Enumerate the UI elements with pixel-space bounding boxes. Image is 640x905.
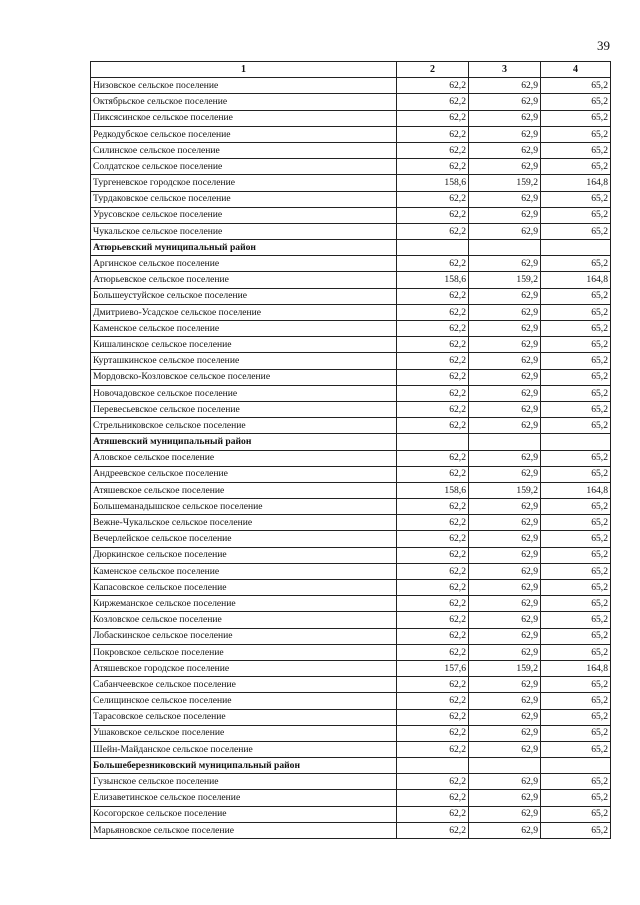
table-row <box>91 401 611 417</box>
value-col3-cell: 62,9 <box>469 790 541 806</box>
table-row <box>91 774 611 790</box>
settlement-name-cell: Каменское сельское поселение <box>91 563 397 579</box>
table-row <box>91 677 611 693</box>
value-col3-cell: 62,9 <box>469 304 541 320</box>
table-row <box>91 482 611 498</box>
value-col4-cell: 65,2 <box>541 78 611 94</box>
value-col3-cell <box>469 240 541 256</box>
table-row <box>91 142 611 158</box>
settlement-name-cell: Октябрьское сельское поселение <box>91 94 397 110</box>
table-row <box>91 531 611 547</box>
value-col4-cell: 65,2 <box>541 563 611 579</box>
table-row <box>91 78 611 94</box>
value-col3-cell: 62,9 <box>469 78 541 94</box>
value-col4-cell: 65,2 <box>541 207 611 223</box>
value-col2-cell: 62,2 <box>397 126 469 142</box>
table-row <box>91 256 611 272</box>
value-col4-cell: 65,2 <box>541 191 611 207</box>
value-col4-cell <box>541 434 611 450</box>
table-row <box>91 207 611 223</box>
value-col3-cell: 62,9 <box>469 806 541 822</box>
table-row <box>91 499 611 515</box>
value-col4-cell <box>541 240 611 256</box>
value-col4-cell <box>541 758 611 774</box>
value-col3-cell: 62,9 <box>469 628 541 644</box>
settlement-name-cell: Кишалинское сельское поселение <box>91 337 397 353</box>
column-header-2: 2 <box>397 62 469 78</box>
value-col2-cell: 62,2 <box>397 580 469 596</box>
value-col2-cell: 62,2 <box>397 385 469 401</box>
settlement-name-cell: Елизаветинское сельское поселение <box>91 790 397 806</box>
table-row <box>91 644 611 660</box>
value-col2-cell: 62,2 <box>397 774 469 790</box>
data-table <box>90 61 611 839</box>
settlement-name-cell: Силинское сельское поселение <box>91 142 397 158</box>
value-col4-cell: 65,2 <box>541 337 611 353</box>
value-col3-cell: 62,9 <box>469 644 541 660</box>
value-col2-cell: 62,2 <box>397 207 469 223</box>
value-col2-cell: 62,2 <box>397 531 469 547</box>
header-row <box>91 62 611 78</box>
value-col4-cell: 65,2 <box>541 256 611 272</box>
table-row <box>91 693 611 709</box>
value-col2-cell: 62,2 <box>397 499 469 515</box>
value-col2-cell: 62,2 <box>397 256 469 272</box>
table-row <box>91 159 611 175</box>
settlement-name-cell: Вечерлейское сельское поселение <box>91 531 397 547</box>
value-col4-cell: 65,2 <box>541 806 611 822</box>
value-col2-cell: 62,2 <box>397 401 469 417</box>
value-col3-cell: 62,9 <box>469 126 541 142</box>
value-col3-cell: 62,9 <box>469 369 541 385</box>
value-col3-cell: 62,9 <box>469 515 541 531</box>
value-col4-cell: 65,2 <box>541 142 611 158</box>
settlement-name-cell: Дмитриево-Усадское сельское поселение <box>91 304 397 320</box>
table-row <box>91 515 611 531</box>
value-col2-cell: 158,6 <box>397 175 469 191</box>
value-col4-cell: 65,2 <box>541 580 611 596</box>
settlement-name-cell: Шейн-Майданское сельское поселение <box>91 741 397 757</box>
table-row <box>91 628 611 644</box>
table-row <box>91 369 611 385</box>
settlement-name-cell: Стрельниковское сельское поселение <box>91 418 397 434</box>
value-col3-cell: 62,9 <box>469 725 541 741</box>
value-col4-cell: 65,2 <box>541 499 611 515</box>
table-row <box>91 660 611 676</box>
value-col2-cell: 62,2 <box>397 418 469 434</box>
value-col3-cell: 62,9 <box>469 142 541 158</box>
value-col3-cell: 62,9 <box>469 401 541 417</box>
value-col2-cell: 62,2 <box>397 709 469 725</box>
district-header-row <box>91 758 611 774</box>
value-col4-cell: 65,2 <box>541 693 611 709</box>
value-col4-cell: 65,2 <box>541 110 611 126</box>
settlement-name-cell: Селищинское сельское поселение <box>91 693 397 709</box>
settlement-name-cell: Урусовское сельское поселение <box>91 207 397 223</box>
value-col4-cell: 65,2 <box>541 547 611 563</box>
value-col4-cell: 65,2 <box>541 223 611 239</box>
value-col3-cell: 159,2 <box>469 660 541 676</box>
table-row <box>91 741 611 757</box>
value-col2-cell: 62,2 <box>397 321 469 337</box>
value-col4-cell: 164,8 <box>541 660 611 676</box>
table-row <box>91 450 611 466</box>
value-col2-cell: 62,2 <box>397 288 469 304</box>
value-col2-cell: 62,2 <box>397 78 469 94</box>
value-col4-cell: 65,2 <box>541 466 611 482</box>
value-col3-cell: 62,9 <box>469 385 541 401</box>
value-col4-cell: 164,8 <box>541 482 611 498</box>
table-row <box>91 191 611 207</box>
settlement-name-cell: Мордовско-Козловское сельское поселение <box>91 369 397 385</box>
value-col3-cell: 62,9 <box>469 547 541 563</box>
settlement-name-cell: Вежне-Чукальское сельское поселение <box>91 515 397 531</box>
value-col4-cell: 65,2 <box>541 321 611 337</box>
value-col2-cell: 62,2 <box>397 677 469 693</box>
settlement-name-cell: Атяшевское сельское поселение <box>91 482 397 498</box>
value-col2-cell: 62,2 <box>397 94 469 110</box>
value-col3-cell: 62,9 <box>469 191 541 207</box>
value-col4-cell: 65,2 <box>541 741 611 757</box>
settlement-name-cell: Аловское сельское поселение <box>91 450 397 466</box>
value-col3-cell: 62,9 <box>469 353 541 369</box>
column-header-4: 4 <box>541 62 611 78</box>
value-col3-cell: 62,9 <box>469 466 541 482</box>
table-row <box>91 725 611 741</box>
settlement-name-cell: Турдаковское сельское поселение <box>91 191 397 207</box>
settlement-name-cell: Косогорское сельское поселение <box>91 806 397 822</box>
value-col3-cell: 62,9 <box>469 223 541 239</box>
settlement-name-cell: Пиксясинское сельское поселение <box>91 110 397 126</box>
value-col2-cell: 62,2 <box>397 596 469 612</box>
value-col2-cell: 62,2 <box>397 159 469 175</box>
settlement-name-cell: Атюрьевское сельское поселение <box>91 272 397 288</box>
value-col2-cell: 158,6 <box>397 272 469 288</box>
value-col3-cell: 159,2 <box>469 482 541 498</box>
settlement-name-cell: Дюркинское сельское поселение <box>91 547 397 563</box>
table-row <box>91 175 611 191</box>
value-col3-cell: 62,9 <box>469 693 541 709</box>
value-col3-cell: 62,9 <box>469 110 541 126</box>
settlement-name-cell: Тургеневское городское поселение <box>91 175 397 191</box>
value-col2-cell <box>397 758 469 774</box>
value-col4-cell: 65,2 <box>541 126 611 142</box>
value-col3-cell: 62,9 <box>469 207 541 223</box>
value-col2-cell: 62,2 <box>397 693 469 709</box>
value-col4-cell: 65,2 <box>541 288 611 304</box>
value-col3-cell: 62,9 <box>469 677 541 693</box>
table-row <box>91 94 611 110</box>
value-col4-cell: 65,2 <box>541 628 611 644</box>
district-header-row <box>91 434 611 450</box>
value-col4-cell: 65,2 <box>541 401 611 417</box>
value-col2-cell: 62,2 <box>397 822 469 838</box>
settlement-name-cell: Редкодубское сельское поселение <box>91 126 397 142</box>
settlement-name-cell: Козловское сельское поселение <box>91 612 397 628</box>
value-col2-cell: 62,2 <box>397 304 469 320</box>
settlement-name-cell: Марьяновское сельское поселение <box>91 822 397 838</box>
settlement-name-cell: Большеманадышское сельское поселение <box>91 499 397 515</box>
value-col3-cell: 62,9 <box>469 741 541 757</box>
value-col4-cell: 65,2 <box>541 774 611 790</box>
value-col3-cell: 62,9 <box>469 288 541 304</box>
value-col4-cell: 65,2 <box>541 94 611 110</box>
value-col2-cell: 62,2 <box>397 191 469 207</box>
value-col2-cell: 62,2 <box>397 563 469 579</box>
value-col4-cell: 65,2 <box>541 612 611 628</box>
table-row <box>91 466 611 482</box>
settlement-name-cell: Атяшевский муниципальный район <box>91 434 397 450</box>
settlement-name-cell: Новочадовское сельское поселение <box>91 385 397 401</box>
settlement-name-cell: Сабанчеевское сельское поселение <box>91 677 397 693</box>
value-col3-cell: 62,9 <box>469 596 541 612</box>
value-col2-cell: 62,2 <box>397 806 469 822</box>
value-col2-cell <box>397 434 469 450</box>
value-col2-cell: 62,2 <box>397 612 469 628</box>
page-number: 39 <box>597 38 610 53</box>
table-row <box>91 272 611 288</box>
table-row <box>91 563 611 579</box>
value-col2-cell: 62,2 <box>397 353 469 369</box>
value-col4-cell: 65,2 <box>541 369 611 385</box>
value-col3-cell <box>469 758 541 774</box>
value-col3-cell <box>469 434 541 450</box>
value-col4-cell: 65,2 <box>541 353 611 369</box>
value-col3-cell: 62,9 <box>469 563 541 579</box>
value-col4-cell: 65,2 <box>541 790 611 806</box>
settlement-name-cell: Низовское сельское поселение <box>91 78 397 94</box>
value-col3-cell: 159,2 <box>469 175 541 191</box>
table-row <box>91 126 611 142</box>
settlement-name-cell: Большеустуйское сельское поселение <box>91 288 397 304</box>
settlement-name-cell: Ушаковское сельское поселение <box>91 725 397 741</box>
table-row <box>91 612 611 628</box>
settlement-name-cell: Атяшевское городское поселение <box>91 660 397 676</box>
table-row <box>91 337 611 353</box>
settlement-name-cell: Солдатское сельское поселение <box>91 159 397 175</box>
settlement-name-cell: Андреевское сельское поселение <box>91 466 397 482</box>
value-col3-cell: 62,9 <box>469 580 541 596</box>
value-col4-cell: 65,2 <box>541 418 611 434</box>
value-col2-cell: 62,2 <box>397 644 469 660</box>
table-body <box>91 78 611 839</box>
value-col2-cell: 62,2 <box>397 466 469 482</box>
table-row <box>91 806 611 822</box>
value-col2-cell: 62,2 <box>397 110 469 126</box>
value-col3-cell: 62,9 <box>469 450 541 466</box>
value-col4-cell: 65,2 <box>541 596 611 612</box>
value-col2-cell: 62,2 <box>397 515 469 531</box>
table-row <box>91 288 611 304</box>
value-col2-cell: 157,6 <box>397 660 469 676</box>
table-row <box>91 580 611 596</box>
value-col3-cell: 62,9 <box>469 499 541 515</box>
table-row <box>91 353 611 369</box>
value-col3-cell: 62,9 <box>469 256 541 272</box>
value-col2-cell: 62,2 <box>397 741 469 757</box>
settlement-name-cell: Тарасовское сельское поселение <box>91 709 397 725</box>
table-row <box>91 790 611 806</box>
table-row <box>91 547 611 563</box>
value-col3-cell: 62,9 <box>469 822 541 838</box>
value-col4-cell: 65,2 <box>541 385 611 401</box>
table-row <box>91 822 611 838</box>
table-row <box>91 304 611 320</box>
table-row <box>91 709 611 725</box>
value-col4-cell: 164,8 <box>541 272 611 288</box>
value-col4-cell: 164,8 <box>541 175 611 191</box>
value-col2-cell: 62,2 <box>397 790 469 806</box>
value-col2-cell: 158,6 <box>397 482 469 498</box>
value-col2-cell: 62,2 <box>397 223 469 239</box>
settlement-name-cell: Перевесьевское сельское поселение <box>91 401 397 417</box>
value-col3-cell: 62,9 <box>469 337 541 353</box>
value-col2-cell: 62,2 <box>397 369 469 385</box>
value-col2-cell <box>397 240 469 256</box>
table-row <box>91 110 611 126</box>
value-col4-cell: 65,2 <box>541 677 611 693</box>
value-col3-cell: 62,9 <box>469 531 541 547</box>
value-col2-cell: 62,2 <box>397 142 469 158</box>
settlement-name-cell: Курташкинское сельское поселение <box>91 353 397 369</box>
value-col2-cell: 62,2 <box>397 628 469 644</box>
value-col3-cell: 62,9 <box>469 612 541 628</box>
value-col2-cell: 62,2 <box>397 725 469 741</box>
value-col4-cell: 65,2 <box>541 531 611 547</box>
column-header-1: 1 <box>91 62 397 78</box>
settlement-name-cell: Лобаскинское сельское поселение <box>91 628 397 644</box>
table-row <box>91 385 611 401</box>
value-col3-cell: 62,9 <box>469 774 541 790</box>
settlement-name-cell: Каменское сельское поселение <box>91 321 397 337</box>
table-row <box>91 223 611 239</box>
value-col2-cell: 62,2 <box>397 450 469 466</box>
value-col3-cell: 62,9 <box>469 94 541 110</box>
value-col4-cell: 65,2 <box>541 822 611 838</box>
value-col3-cell: 62,9 <box>469 709 541 725</box>
value-col3-cell: 159,2 <box>469 272 541 288</box>
value-col4-cell: 65,2 <box>541 709 611 725</box>
column-header-3: 3 <box>469 62 541 78</box>
value-col4-cell: 65,2 <box>541 304 611 320</box>
value-col3-cell: 62,9 <box>469 321 541 337</box>
value-col3-cell: 62,9 <box>469 418 541 434</box>
settlement-name-cell: Аргинское сельское поселение <box>91 256 397 272</box>
settlement-name-cell: Гузынское сельское поселение <box>91 774 397 790</box>
value-col3-cell: 62,9 <box>469 159 541 175</box>
settlement-name-cell: Чукальское сельское поселение <box>91 223 397 239</box>
settlement-name-cell: Атюрьевский муниципальный район <box>91 240 397 256</box>
settlement-name-cell: Киржеманское сельское поселение <box>91 596 397 612</box>
value-col4-cell: 65,2 <box>541 725 611 741</box>
table-row <box>91 321 611 337</box>
table-row <box>91 418 611 434</box>
settlement-name-cell: Покровское сельское поселение <box>91 644 397 660</box>
value-col2-cell: 62,2 <box>397 337 469 353</box>
district-header-row <box>91 240 611 256</box>
value-col4-cell: 65,2 <box>541 159 611 175</box>
table-row <box>91 596 611 612</box>
value-col2-cell: 62,2 <box>397 547 469 563</box>
settlement-name-cell: Капасовское сельское поселение <box>91 580 397 596</box>
value-col4-cell: 65,2 <box>541 450 611 466</box>
value-col4-cell: 65,2 <box>541 644 611 660</box>
value-col4-cell: 65,2 <box>541 515 611 531</box>
settlement-name-cell: Большеберезниковский муниципальный район <box>91 758 397 774</box>
